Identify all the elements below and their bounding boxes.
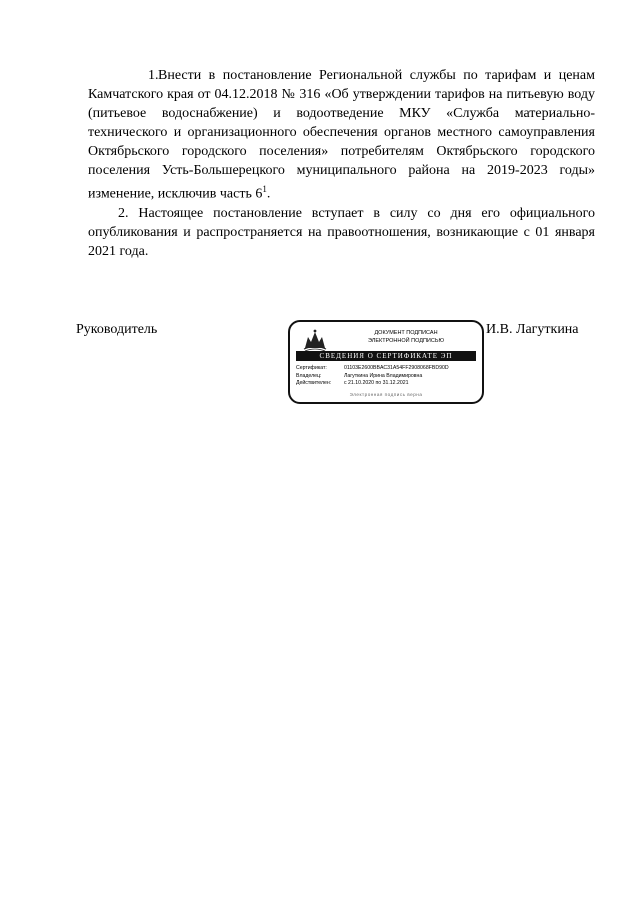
paragraph-2-text: 2. Настоящее постановление вступает в силу со дня его официального опубликования и распространяется на правоотношения, возникающие с 01 января 2021 года.	[88, 205, 595, 259]
document-body	[88, 66, 595, 261]
coat-of-arms-emblem-icon	[302, 328, 328, 352]
stamp-heading-line-1: ДОКУМЕНТ ПОДПИСАН	[374, 330, 438, 336]
stamp-certificate-bar: СВЕДЕНИЯ О СЕРТИФИКАТЕ ЭП	[296, 351, 476, 361]
paragraph-1	[88, 66, 595, 204]
stamp-label: Владелец:	[296, 372, 322, 379]
electronic-signature-stamp	[288, 320, 484, 404]
paragraph-1-tail: .	[266, 186, 271, 202]
stamp-value: Лагуткина Ирина Владимировна	[344, 372, 423, 379]
stamp-value: 01103E2600BBAC31A54FF2908068FBD90D	[344, 365, 449, 371]
stamp-row-validity	[296, 380, 478, 388]
stamp-certificate-details	[296, 365, 478, 388]
stamp-value: с 21.10.2020 по 31.12.2021	[344, 380, 409, 387]
stamp-label: Действителен:	[296, 380, 332, 387]
stamp-footer: Электронная подпись верна	[349, 392, 423, 397]
paragraph-1-text: Внести в постановление Региональной службы по тарифам и ценам Камчатского края от 04.12.2018 № 316 «Об утверждении тарифов на питьевую воду (питьевое водоснабжение) и водоотведение МКУ «Служба материально-технического и организационного обеспечения органов местного самоуправления Октябрьского городского поселения» потребителям Октябрьского городского поселения Усть-Большерецкого муниципального района на 2019-2023 годы» изменение, исключив часть 6	[88, 68, 595, 202]
stamp-heading-line-2: ЭЛЕКТРОННОЙ ПОДПИСЬЮ	[367, 338, 445, 344]
signer-name: И.В. Лагуткина	[486, 322, 579, 337]
stamp-row-certificate	[296, 365, 478, 373]
paragraph-1-number: 1.	[148, 68, 159, 83]
paragraph-2	[88, 204, 595, 261]
stamp-label: Сертификат:	[296, 365, 327, 371]
signature-row	[0, 320, 640, 420]
signer-role: Руководитель	[76, 322, 158, 337]
paragraph-1-superscript: 1	[262, 184, 267, 194]
stamp-heading	[336, 329, 476, 345]
